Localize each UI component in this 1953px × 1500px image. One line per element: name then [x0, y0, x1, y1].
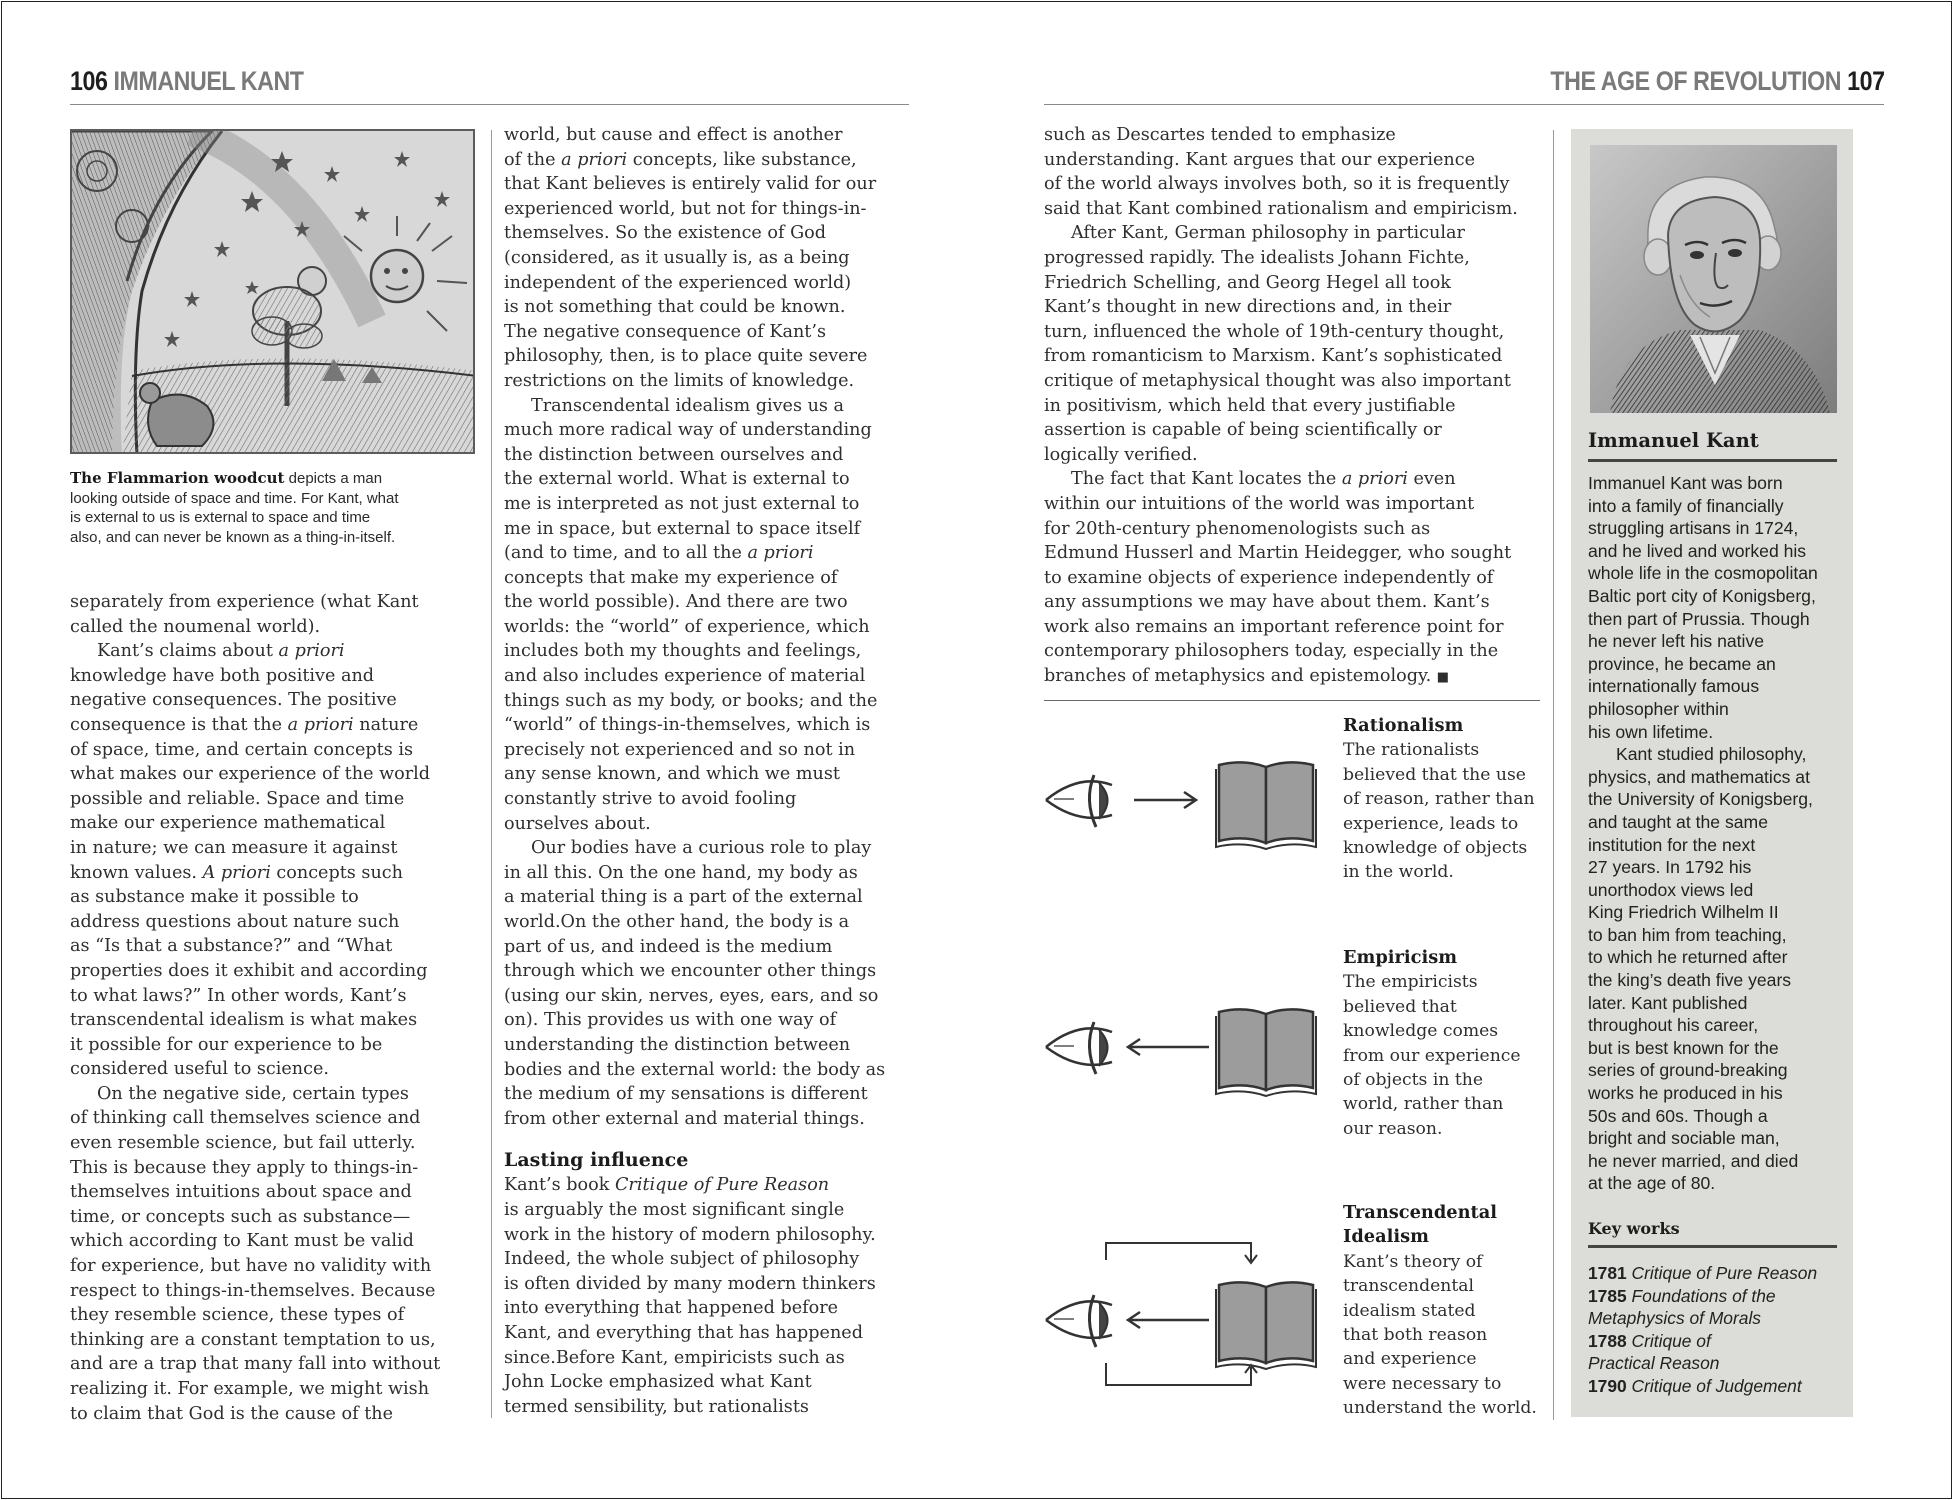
text-line: and also includes experience of material — [504, 666, 866, 687]
text-line: then part of Prussia. Though — [1588, 608, 1810, 629]
text-line: is not something that could be known. — [504, 297, 846, 318]
text-line: and taught at the same — [1588, 811, 1768, 832]
text-run: branches of metaphysics and epistemology. — [1044, 666, 1437, 687]
text-line: the king’s death five years — [1588, 970, 1792, 991]
caption-line: also, and can never be known as a thing-in-itself. — [70, 528, 396, 546]
key-work-year: 1790 — [1588, 1375, 1627, 1396]
text-line: of reason, rather than — [1343, 789, 1535, 810]
text-line: to examine objects of experience independently of — [1044, 567, 1494, 588]
text-line: knowledge comes — [1343, 1021, 1499, 1042]
text-line: he never left his native — [1588, 631, 1765, 652]
caption-line: is external to us is external to space and time — [70, 509, 371, 526]
paragraph — [504, 1173, 914, 1419]
text-line: constantly strive to avoid fooling — [504, 789, 797, 810]
text-line: Immanuel Kant was born — [1588, 473, 1783, 493]
text-line: address questions about nature such — [70, 911, 400, 932]
bracket-arrow-top-icon — [1106, 1243, 1257, 1263]
diagram-title: Transcendental — [1343, 1202, 1497, 1223]
italic-term: a priori — [747, 543, 814, 564]
text-line: part of us, and indeed is the medium — [504, 936, 833, 957]
text-line — [70, 861, 480, 886]
text-line: contemporary philosophers today, especially in the — [1044, 641, 1499, 662]
text-line: King Friedrich Wilhelm II — [1588, 902, 1779, 923]
flammarion-woodcut-image — [70, 129, 475, 454]
text-run: nature — [353, 714, 419, 735]
paragraph — [504, 123, 914, 394]
text-line: in positivism, which held that every justifiable — [1044, 395, 1456, 416]
text-line: throughout his career, — [1588, 1015, 1759, 1036]
text-line: any sense known, and which we must — [504, 764, 840, 785]
text-line: what makes our experience of the world — [70, 764, 431, 785]
text-line: respect to things-in-themselves. Because — [70, 1280, 436, 1301]
transcendental-idealism-diagram — [1044, 1235, 1324, 1399]
text-line: which according to Kant must be valid — [70, 1231, 414, 1252]
text-line — [70, 713, 480, 738]
text-line: he never married, and died — [1588, 1150, 1799, 1171]
text-line: later. Kant published — [1588, 992, 1748, 1013]
text-line — [1044, 467, 1544, 492]
key-works-title: Key works — [1588, 1219, 1680, 1238]
key-work-year: 1781 — [1588, 1263, 1627, 1283]
text-line: make our experience mathematical — [70, 813, 386, 834]
text-line: properties does it exhibit and according — [70, 960, 428, 981]
paragraph — [70, 590, 480, 639]
right-running-head — [1551, 66, 1885, 96]
text-line: to which he returned after — [1588, 947, 1788, 968]
right-chapter-title: THE AGE OF REVOLUTION — [1550, 66, 1842, 96]
key-works-rule — [1588, 1245, 1837, 1248]
text-line — [70, 639, 480, 664]
paragraph — [70, 639, 480, 1082]
text-line: me is interpreted as not just external to — [504, 493, 860, 514]
paragraph — [1044, 123, 1544, 221]
paragraph — [1588, 472, 1850, 743]
text-line: world, but cause and effect is another — [504, 125, 843, 145]
text-line: is often divided by many modern thinkers — [504, 1273, 876, 1294]
text-line: transcendental — [1343, 1276, 1475, 1297]
text-line: negative consequences. The positive — [70, 690, 397, 711]
text-line: The empiricists — [1343, 972, 1478, 993]
column-2-text — [504, 123, 914, 1419]
text-line: “world” of things-in-themselves, which is — [504, 715, 871, 736]
text-line: the distinction between ourselves and — [504, 444, 844, 465]
biography-sidebar — [1571, 129, 1853, 1417]
text-line — [504, 148, 914, 173]
end-mark-icon: ■ — [1436, 670, 1450, 686]
text-line: since.Before Kant, empiricists such as — [504, 1347, 845, 1368]
text-line: his own lifetime. — [1588, 721, 1714, 742]
text-line: includes both my thoughts and feelings, — [504, 641, 862, 662]
sidebar-title-rule — [1588, 459, 1837, 462]
book-icon — [1216, 1282, 1316, 1369]
key-work-item-continued — [1588, 1352, 1850, 1375]
column-3-text — [1044, 123, 1544, 691]
column-divider — [491, 130, 492, 1418]
text-line: at the age of 80. — [1588, 1173, 1716, 1194]
text-line: for experience, but have no validity with — [70, 1256, 432, 1277]
sidebar-title: Immanuel Kant — [1588, 429, 1759, 452]
empiricism-diagram — [1044, 1002, 1324, 1116]
sidebar-biography — [1588, 472, 1850, 1195]
text-line: of objects in the — [1343, 1070, 1484, 1091]
text-run: known values. — [70, 862, 203, 883]
key-work-item-continued — [1588, 1307, 1850, 1330]
sidebar-divider — [1553, 130, 1554, 1420]
text-line: is arguably the most significant single — [504, 1199, 845, 1220]
text-line: John Locke emphasized what Kant — [504, 1372, 812, 1393]
text-line: in the world. — [1343, 862, 1454, 883]
text-line: philosopher within — [1588, 698, 1729, 719]
text-line: turn, influenced the whole of 19th-century thought, — [1044, 321, 1505, 342]
text-line: Kant, and everything that has happened — [504, 1322, 863, 1343]
eye-icon — [1046, 775, 1112, 827]
key-work-year: 1788 — [1588, 1330, 1627, 1351]
diagram-title: Empiricism — [1343, 947, 1458, 968]
text-line: believed that the use — [1343, 764, 1526, 785]
text-line: from our experience — [1343, 1045, 1521, 1066]
text-line: ourselves about. — [504, 813, 651, 834]
text-run: (and to time, and to all the — [504, 543, 748, 564]
text-run: even — [1407, 469, 1456, 490]
text-line: Baltic port city of Konigsberg, — [1588, 585, 1816, 606]
key-work-title: Critique of — [1631, 1330, 1711, 1351]
text-line: institution for the next — [1588, 834, 1756, 855]
text-line: the external world. What is external to — [504, 469, 850, 490]
text-line: bright and sociable man, — [1588, 1128, 1780, 1149]
left-header-rule — [70, 104, 909, 105]
text-line: time, or concepts such as substance— — [70, 1206, 411, 1227]
paragraph — [70, 1082, 480, 1426]
arrow-right-icon — [1134, 792, 1196, 808]
text-line: (using our skin, nerves, eyes, ears, and so — [504, 985, 879, 1006]
text-run: concepts, like substance, — [627, 149, 857, 170]
text-line: On the negative side, certain types — [97, 1083, 409, 1104]
text-run: Kant’s claims about — [97, 641, 279, 662]
text-line: independent of the experienced world) — [504, 272, 852, 293]
book-icon — [1216, 762, 1316, 849]
text-line: even resemble science, but fail utterly. — [70, 1133, 416, 1154]
text-line: works he produced in his — [1588, 1083, 1783, 1104]
book-icon — [1216, 1009, 1316, 1096]
text-line: through which we encounter other things — [504, 961, 877, 982]
key-work-item — [1588, 1375, 1850, 1398]
text-line: experienced world, but not for things-in- — [504, 198, 867, 219]
text-line: struggling artisans in 1724, — [1588, 518, 1799, 539]
arrow-left-icon — [1128, 1039, 1209, 1055]
text-line: understanding the distinction between — [504, 1034, 851, 1055]
text-line: understanding. Kant argues that our experience — [1044, 149, 1476, 170]
right-page-number: 107 — [1847, 66, 1885, 96]
text-line: philosophy, then, is to place quite severe — [504, 346, 868, 367]
text-line: of the world always involves both, so it is frequently — [1044, 174, 1510, 195]
text-line: Kant’s thought in new directions and, in their — [1044, 297, 1452, 318]
text-line: but is best known for the — [1588, 1037, 1779, 1058]
rationalism-text — [1343, 714, 1535, 885]
italic-term: a priori — [1341, 469, 1408, 490]
text-line: on). This provides us with one way of — [504, 1010, 837, 1031]
empiricism-text — [1343, 946, 1521, 1141]
bracket-arrow-bottom-icon — [1106, 1363, 1257, 1385]
text-line: province, he became an — [1588, 653, 1776, 674]
key-work-item — [1588, 1330, 1850, 1353]
caption-bold-title: The Flammarion woodcut — [70, 469, 285, 487]
text-run: concepts such — [270, 862, 403, 883]
text-line: of space, time, and certain concepts is — [70, 739, 414, 760]
text-line: whole life in the cosmopolitan — [1588, 563, 1818, 584]
key-work-year: 1785 — [1588, 1285, 1627, 1306]
transcendental-idealism-text — [1343, 1201, 1537, 1421]
arrow-left-icon — [1128, 1312, 1209, 1328]
text-run: of the — [504, 149, 562, 170]
left-running-head — [70, 66, 304, 96]
key-work-title: Metaphysics of Morals — [1588, 1308, 1761, 1329]
text-line: progressed rapidly. The idealists Johann Fichte, — [1044, 247, 1470, 268]
text-line: unorthodox views led — [1588, 879, 1754, 900]
text-line: from romanticism to Marxism. Kant’s sophisticated — [1044, 346, 1503, 367]
text-line: critique of metaphysical thought was also important — [1044, 370, 1511, 391]
text-line: The rationalists — [1343, 740, 1480, 761]
subheading-lasting-influence: Lasting influence — [504, 1149, 689, 1172]
text-line: were necessary to — [1343, 1373, 1502, 1394]
rationalism-diagram — [1044, 755, 1324, 869]
diagram-title: Rationalism — [1343, 715, 1464, 736]
text-line: physics, and mathematics at — [1588, 766, 1810, 787]
text-line: separately from experience (what Kant — [70, 592, 419, 612]
text-line: into everything that happened before — [504, 1298, 839, 1319]
text-line: Edmund Husserl and Martin Heidegger, who sought — [1044, 543, 1512, 564]
text-line: worlds: the “world” of experience, which — [504, 616, 870, 637]
text-line: After Kant, German philosophy in particular — [1071, 223, 1465, 244]
text-line: as substance make it possible to — [70, 887, 359, 908]
text-line: idealism stated — [1343, 1300, 1476, 1321]
key-work-title: Critique of Pure Reason — [1631, 1263, 1818, 1283]
text-line: restrictions on the limits of knowledge. — [504, 370, 855, 391]
text-line: possible and reliable. Space and time — [70, 788, 405, 809]
text-line: in nature; we can measure it against — [70, 837, 398, 858]
text-line: that both reason — [1343, 1325, 1488, 1346]
text-line: work also remains an important reference point for — [1044, 616, 1504, 637]
right-header-rule — [1044, 104, 1884, 105]
text-line: 27 years. In 1792 his — [1588, 857, 1752, 878]
text-line: termed sensibility, but rationalists — [504, 1396, 809, 1417]
text-line: such as Descartes tended to emphasize — [1044, 125, 1396, 145]
text-line: in all this. On the one hand, my body as — [504, 862, 858, 883]
text-line: knowledge of objects — [1343, 838, 1528, 859]
text-line: work in the history of modern philosophy. — [504, 1224, 876, 1245]
text-line: said that Kant combined rationalism and empiricism. — [1044, 198, 1518, 219]
text-line: series of ground-breaking — [1588, 1060, 1788, 1081]
text-line: Our bodies have a curious role to play — [531, 838, 872, 859]
text-line: world, rather than — [1343, 1094, 1504, 1115]
text-line: any assumptions we may have about them. Kant’s — [1044, 592, 1490, 613]
text-line: the University of Konigsberg, — [1588, 789, 1813, 810]
text-line: believed that — [1343, 996, 1457, 1017]
text-line: themselves intuitions about space and — [70, 1182, 412, 1203]
text-line: to claim that God is the cause of the — [70, 1403, 394, 1424]
text-line: Friedrich Schelling, and Georg Hegel all took — [1044, 272, 1451, 293]
text-line: the medium of my sensations is different — [504, 1084, 868, 1105]
text-line: the world possible). And there are two — [504, 592, 848, 613]
text-line: of thinking call themselves science and — [70, 1108, 421, 1129]
text-line: The negative consequence of Kant’s — [504, 321, 826, 342]
text-line: me in space, but external to space itself — [504, 518, 861, 539]
column-1-text — [70, 590, 480, 1426]
text-line: Indeed, the whole subject of philosophy — [504, 1249, 860, 1270]
text-line: things such as my body, or books; and the — [504, 690, 878, 711]
text-run: consequence is that the — [70, 714, 288, 735]
text-line: from other external and material things. — [504, 1108, 865, 1129]
text-line: Transcendental idealism gives us a — [531, 395, 845, 416]
italic-term: a priori — [561, 149, 628, 170]
text-line — [1044, 664, 1544, 691]
diagram-section-rule — [1044, 700, 1540, 701]
text-line: as “Is that a substance?” and “What — [70, 936, 393, 957]
key-work-title: Practical Reason — [1588, 1353, 1720, 1374]
text-line: world.On the other hand, the body is a — [504, 912, 850, 932]
text-line: that Kant believes is entirely valid for our — [504, 174, 877, 195]
key-work-title: Critique of Judgement — [1631, 1375, 1802, 1396]
italic-term: a priori — [278, 641, 345, 662]
text-line — [504, 1173, 914, 1198]
text-line: for 20th-century phenomenologists such as — [1044, 518, 1431, 539]
italic-term: Critique of Pure Reason — [614, 1175, 830, 1196]
text-line: thinking are a constant temptation to us, — [70, 1329, 436, 1350]
figure-caption — [70, 469, 480, 547]
left-chapter-title: IMMANUEL KANT — [113, 66, 304, 96]
text-line — [504, 541, 914, 566]
text-line: bodies and the external world: the body as — [504, 1059, 886, 1080]
paragraph — [504, 836, 914, 1131]
text-line: 50s and 60s. Though a — [1588, 1105, 1768, 1126]
text-run: The fact that Kant locates the — [1071, 469, 1342, 490]
text-line: and are a trap that many fall into without — [70, 1354, 441, 1375]
text-line: into a family of financially — [1588, 495, 1784, 516]
paragraph — [1588, 743, 1850, 1195]
text-line: they resemble science, these types of — [70, 1305, 405, 1326]
caption-line: depicts a man — [284, 470, 383, 487]
text-line: called the noumenal world). — [70, 616, 321, 637]
text-line: transcendental idealism is what makes — [70, 1010, 418, 1031]
text-line: realizing it. For example, we might wish — [70, 1379, 430, 1399]
eye-icon — [1046, 1295, 1112, 1347]
text-line: themselves. So the existence of God — [504, 223, 827, 244]
text-line: it possible for our experience to be — [70, 1034, 383, 1055]
text-line: and he lived and worked his — [1588, 540, 1807, 561]
text-line: understand the world. — [1343, 1398, 1537, 1419]
paragraph — [504, 394, 914, 837]
text-line: much more radical way of understanding — [504, 420, 872, 441]
key-work-item — [1588, 1285, 1850, 1308]
text-line: Kant’s theory of — [1343, 1251, 1483, 1272]
text-line: considered useful to science. — [70, 1059, 329, 1080]
text-line: our reason. — [1343, 1118, 1443, 1139]
key-work-item — [1588, 1262, 1850, 1285]
text-line: Kant studied philosophy, — [1616, 744, 1807, 765]
text-line: assertion is capable of being scientifically or — [1044, 420, 1442, 441]
kant-portrait-image — [1590, 145, 1837, 413]
text-line: to ban him from teaching, — [1588, 924, 1787, 945]
text-line: (considered, as it usually is, as a being — [504, 247, 850, 268]
text-line: precisely not experienced and so not in — [504, 739, 856, 760]
text-line: and experience — [1343, 1349, 1477, 1370]
key-work-title: Foundations of the — [1631, 1285, 1776, 1306]
paragraph — [1044, 221, 1544, 467]
text-line: experience, leads to — [1343, 813, 1519, 834]
diagram-title: Idealism — [1343, 1226, 1429, 1248]
text-line: internationally famous — [1588, 676, 1760, 697]
eye-icon — [1046, 1022, 1112, 1074]
italic-term: A priori — [202, 862, 271, 883]
text-line: knowledge have both positive and — [70, 665, 375, 686]
text-line: concepts that make my experience of — [504, 567, 838, 588]
text-line: This is because they apply to things-in- — [70, 1157, 419, 1178]
italic-term: a priori — [287, 714, 354, 735]
text-line: logically verified. — [1044, 444, 1198, 465]
text-line: within our intuitions of the world was important — [1044, 493, 1475, 514]
text-line: a material thing is a part of the external — [504, 887, 863, 908]
text-run: Kant’s book — [504, 1175, 615, 1196]
text-line: to what laws?” In other words, Kant’s — [70, 985, 407, 1006]
paragraph — [1044, 467, 1544, 690]
key-works-list — [1588, 1262, 1850, 1398]
caption-line: looking outside of space and time. For Kant, what — [70, 489, 399, 507]
left-page-number: 106 — [70, 66, 108, 96]
